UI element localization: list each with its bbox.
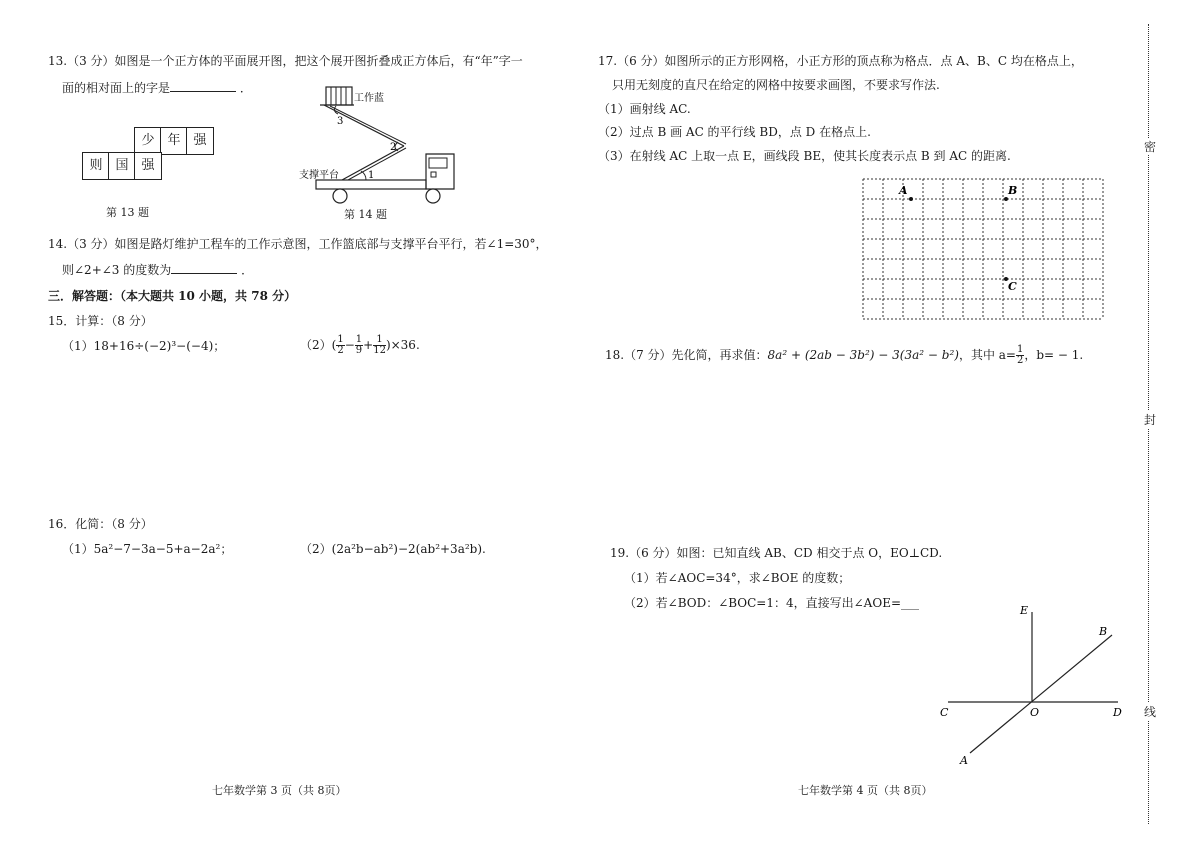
- q14-answer-blank[interactable]: [171, 263, 237, 274]
- seal-char-mi: 密: [1143, 140, 1156, 154]
- basket-label: 工作蓝: [354, 93, 384, 104]
- q15-p2-prefix: （2）(: [300, 338, 337, 352]
- angle-1-label: 1: [368, 170, 375, 181]
- q18-cond-suffix: ，b= − 1.: [1024, 348, 1084, 362]
- fraction: $\frac{1}{2}$: [337, 334, 344, 356]
- seal-char-xian: 线: [1143, 705, 1156, 719]
- label-d: D: [1113, 706, 1122, 719]
- q17-part2: （2）过点 B 画 AC 的平行线 BD，点 D 在格点上.: [598, 125, 871, 139]
- q15-p2-suffix: )×36.: [385, 338, 420, 352]
- fraction: $\frac{1}{9}$: [355, 334, 363, 356]
- q13-text-line1: 13.（3 分）如图是一个正方体的平面展开图，把这个展开图折叠成正方体后，有“年”字一: [48, 54, 523, 68]
- fraction: $\frac{1}{12}$: [373, 334, 386, 356]
- q16-part2: （2）(2a²b−ab²)−2(ab²+3a²b).: [300, 542, 486, 556]
- q18-prefix: 18.（7 分）先化简，再求值：: [605, 348, 768, 362]
- net-cell: 则: [82, 152, 110, 180]
- net-cell: 国: [108, 152, 136, 180]
- label-a: A: [960, 754, 968, 767]
- angle-2-label: 2: [390, 142, 397, 153]
- label-a: A: [899, 184, 908, 197]
- label-b: B: [1099, 625, 1108, 638]
- q17-part1: （1）画射线 AC.: [598, 102, 691, 116]
- q14-caption: 第 14 题: [344, 208, 387, 221]
- q19-part1: （1）若∠AOC=34°，求∠BOE 的度数；: [624, 571, 851, 585]
- label-c: C: [1008, 280, 1017, 293]
- q17-text-line2: 只用无刻度的直尺在给定的网格中按要求画图，不要求写作法.: [612, 78, 940, 92]
- right-page-footer: 七年数学第 4 页（共 8页）: [798, 784, 933, 797]
- q14-suffix: ．: [241, 263, 254, 277]
- q18-text: [605, 344, 1083, 366]
- q15-part1: （1）18+16÷(−2)³−(−4)；: [62, 339, 226, 353]
- q16-part1: （1）5a²−7−3a−5+a−2a²；: [62, 542, 233, 556]
- label-c: C: [940, 706, 949, 719]
- q17-part3: （3）在射线 AC 上取一点 E，画线段 BE，使其长度表示点 B 到 AC 的距离.: [598, 149, 1011, 163]
- label-o: O: [1030, 706, 1040, 719]
- q16-title: 16．化简：（8 分）: [48, 517, 153, 531]
- q14-prefix: 则∠2+∠3 的度数为: [62, 263, 172, 277]
- fraction: $\frac{1}{2}$: [1016, 344, 1024, 366]
- q13-prefix: 面的相对面上的字是: [62, 81, 171, 95]
- label-e: E: [1020, 604, 1029, 617]
- q14-text-line1: 14.（3 分）如图是路灯维护工程车的工作示意图，工作篮底部与支撑平台平行，若∠1=30°，: [48, 237, 548, 251]
- q13-answer-blank[interactable]: [170, 81, 236, 92]
- net-cell: 强: [134, 152, 162, 180]
- net-cell: 年: [160, 127, 188, 155]
- q19-text-line1: 19.（6 分）如图：已知直线 AB、CD 相交于点 O，EO⊥CD.: [610, 546, 943, 560]
- section-3-heading: 三．解答题：（本大题共 10 小题，共 78 分）: [48, 289, 297, 303]
- q13-suffix: ．: [239, 81, 252, 95]
- angle-3-label: 3: [337, 116, 344, 127]
- net-cell: 少: [134, 127, 162, 155]
- q17-text-line1: 17.（6 分）如图所示的正方形网格，小正方形的顶点称为格点．点 A、B、C 均在格点上，: [598, 54, 1083, 68]
- q14-text-line2: [62, 262, 253, 278]
- q18-cond-prefix: ，其中 a=: [958, 348, 1016, 362]
- point-b: [1004, 197, 1008, 201]
- q15-part2: （2）( $\frac{1}{2}$ − $\frac{1}{9}$ + $\frac{1}{12}$ )×36.: [300, 334, 420, 356]
- net-cell: 强: [186, 127, 214, 155]
- platform-label: 支撑平台: [299, 170, 339, 181]
- left-page-footer: 七年数学第 3 页（共 8页）: [212, 784, 347, 797]
- q17-grid-figure: [858, 174, 1108, 324]
- label-b: B: [1008, 184, 1018, 197]
- point-a: [909, 197, 913, 201]
- q15-title: 15．计算：（8 分）: [48, 314, 153, 328]
- q19-lines-figure: [930, 598, 1135, 770]
- q18-expression: 8a² + (2ab − 3b²) − 3(3a² − b²): [767, 348, 959, 362]
- seal-char-feng: 封: [1143, 413, 1156, 427]
- q14-truck-figure: [290, 84, 470, 210]
- q19-part2: （2）若∠BOD：∠BOC=1：4，直接写出∠AOE=___: [624, 596, 920, 610]
- q13-text-line2: [62, 80, 252, 96]
- q13-caption: 第 13 题: [106, 206, 149, 219]
